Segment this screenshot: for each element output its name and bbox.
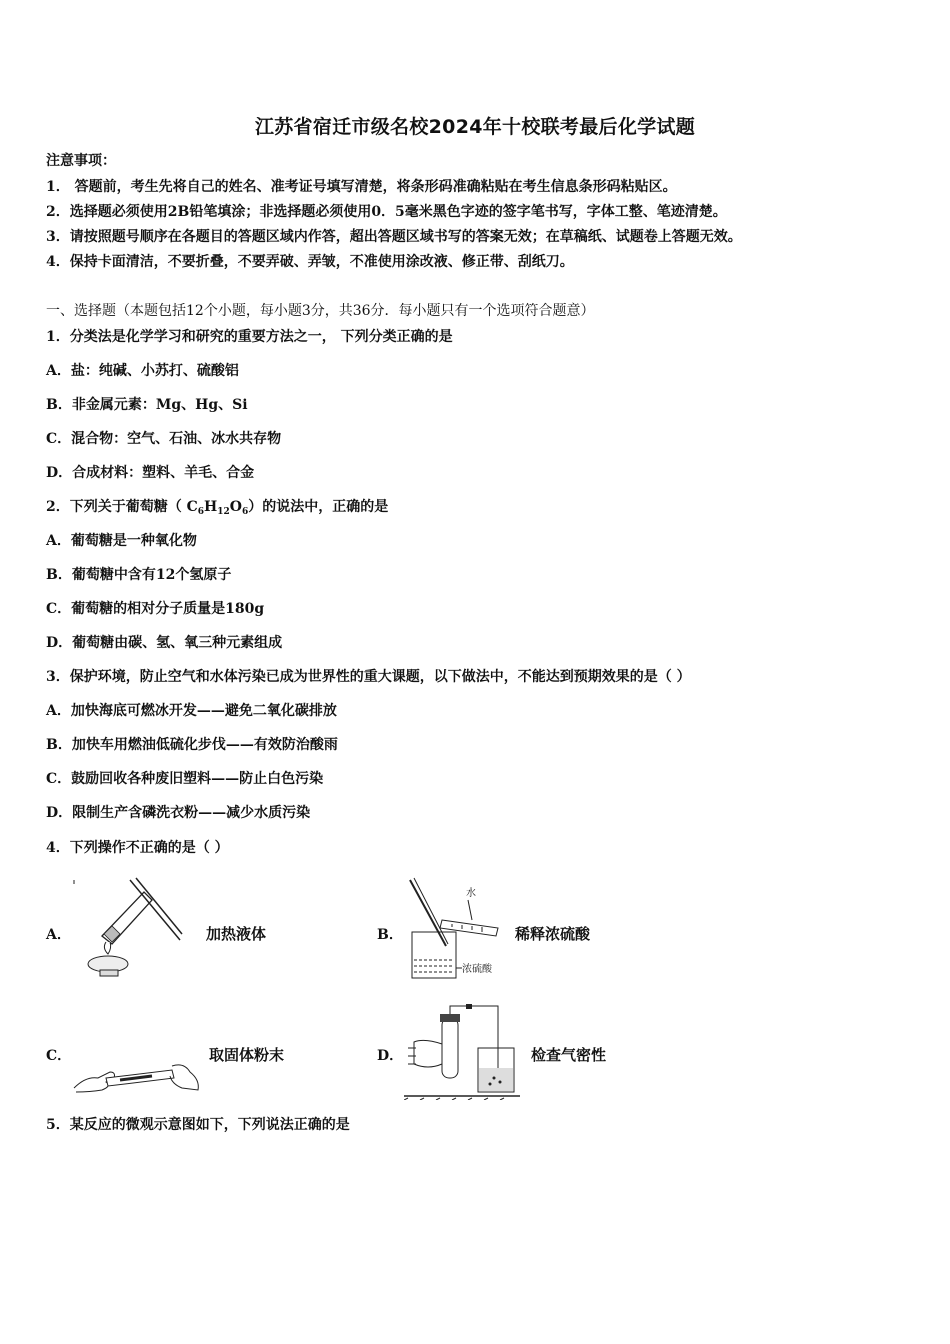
option-b-caption: 稀释浓硫酸 (515, 925, 591, 943)
option-c-caption: 取固体粉末 (209, 1046, 285, 1064)
option-a-label: A． (46, 927, 71, 943)
notice-item: 2．选择题必须使用2B铅笔填涂；非选择题必须使用0．5毫米黑色字迹的签字笔书写，字体工整、笔迹清楚。 (46, 204, 727, 220)
option-c: C．葡萄糖的相对分子质量是180g (46, 601, 265, 617)
subscript: 6 (197, 507, 205, 517)
option-c: C．混合物：空气、石油、冰水共存物 (46, 431, 282, 447)
question-stem: 1．分类法是化学学习和研究的重要方法之一， 下列分类正确的是 (46, 329, 453, 345)
airtightness-illustration (404, 1004, 522, 1100)
question-stem (46, 498, 388, 521)
notice-heading: 注意事项： (46, 153, 116, 169)
formula-h: H (204, 499, 218, 515)
formula-o: O (229, 499, 242, 515)
option-b: B．加快车用燃油低硫化步伐——有效防治酸雨 (46, 737, 338, 753)
water-label: 水 (466, 888, 476, 899)
dilute-acid-illustration (402, 876, 512, 984)
subscript: 12 (217, 507, 230, 517)
question-stem: 4．下列操作不正确的是（ ） (46, 840, 229, 856)
option-d: D．合成材料：塑料、羊毛、合金 (46, 465, 255, 481)
stem-prefix: 2．下列关于葡萄糖（ C (46, 499, 198, 515)
section-heading: 一、选择题（本题包括12个小题，每小题3分，共36分．每小题只有一个选项符合题意） (46, 303, 595, 319)
subscript: 6 (242, 507, 249, 517)
option-b: B．葡萄糖中含有12个氢原子 (46, 567, 232, 583)
stem-suffix: ）的说法中，正确的是 (248, 499, 389, 515)
notice-item: 3．请按照题号顺序在各题目的答题区域内作答，超出答题区域书写的答案无效；在草稿纸、试题卷上答题无效。 (46, 229, 742, 245)
option-c-label: C． (46, 1048, 72, 1064)
option-d: D．限制生产含磷洗衣粉——减少水质污染 (46, 805, 311, 821)
heating-liquid-illustration (72, 876, 192, 980)
option-a: A．盐：纯碱、小苏打、硫酸铝 (46, 363, 239, 379)
solid-powder-illustration (72, 1058, 202, 1102)
option-d-caption: 检查气密性 (531, 1046, 607, 1064)
notice-item: 4．保持卡面清洁，不要折叠，不要弄破、弄皱，不准使用涂改液、修正带、刮纸刀。 (46, 254, 574, 270)
notice-item: 1． 答题前，考生先将自己的姓名、准考证号填写清楚，将条形码准确粘贴在考生信息条形码粘贴区。 (46, 179, 677, 195)
acid-label: 浓硫酸 (462, 964, 492, 975)
option-b-label: B． (377, 927, 403, 943)
option-a: A．葡萄糖是一种氧化物 (46, 533, 197, 549)
option-a-caption: 加热液体 (206, 925, 267, 943)
question-stem: 5．某反应的微观示意图如下，下列说法正确的是 (46, 1117, 350, 1133)
option-c: C．鼓励回收各种废旧塑料——防止白色污染 (46, 771, 324, 787)
question-stem: 3．保护环境，防止空气和水体污染已成为世界性的重大课题，以下做法中，不能达到预期效果的是（ ） (46, 669, 691, 685)
option-d: D．葡萄糖由碳、氢、氧三种元素组成 (46, 635, 283, 651)
option-b: B．非金属元素：Mg、Hg、Si (46, 397, 248, 413)
page-title: 江苏省宿迁市级名校2024年十校联考最后化学试题 (254, 116, 696, 138)
option-d-label: D． (377, 1048, 404, 1064)
option-a: A．加快海底可燃冰开发——避免二氧化碳排放 (46, 703, 337, 719)
